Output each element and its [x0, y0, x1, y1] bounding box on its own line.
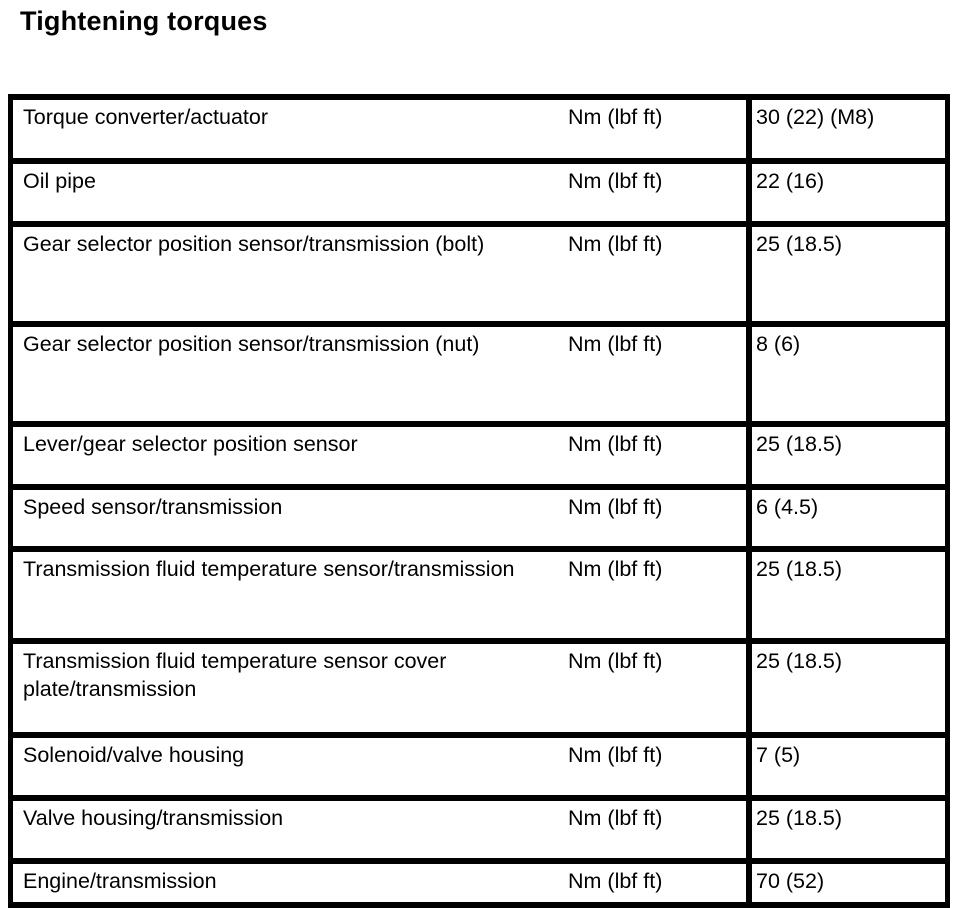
unit-cell: Nm (lbf ft)	[556, 324, 749, 424]
value-cell: 30 (22) (M8)	[749, 97, 948, 161]
table-row	[11, 861, 948, 905]
component-cell: Solenoid/valve housing	[11, 735, 557, 798]
value-cell: 25 (18.5)	[749, 798, 948, 861]
component-cell: Gear selector position sensor/transmission (nut)	[11, 324, 557, 424]
unit-cell: Nm (lbf ft)	[556, 798, 749, 861]
table-row	[11, 161, 948, 224]
table-row	[11, 798, 948, 861]
value-cell: 8 (6)	[749, 324, 948, 424]
unit-cell: Nm (lbf ft)	[556, 224, 749, 324]
component-cell: Speed sensor/transmission	[11, 487, 557, 549]
table-row	[11, 224, 948, 324]
component-cell: Transmission fluid temperature sensor cover plate/transmission	[11, 641, 557, 735]
component-cell: Transmission fluid temperature sensor/transmission	[11, 549, 557, 641]
value-cell: 22 (16)	[749, 161, 948, 224]
value-cell: 25 (18.5)	[749, 549, 948, 641]
unit-cell: Nm (lbf ft)	[556, 424, 749, 487]
table-row	[11, 424, 948, 487]
torque-table	[8, 94, 950, 908]
component-cell: Lever/gear selector position sensor	[11, 424, 557, 487]
unit-cell: Nm (lbf ft)	[556, 161, 749, 224]
component-cell: Gear selector position sensor/transmission (bolt)	[11, 224, 557, 324]
value-cell: 25 (18.5)	[749, 641, 948, 735]
value-cell: 25 (18.5)	[749, 224, 948, 324]
component-cell: Torque converter/actuator	[11, 97, 557, 161]
unit-cell: Nm (lbf ft)	[556, 735, 749, 798]
component-cell: Valve housing/transmission	[11, 798, 557, 861]
value-cell: 7 (5)	[749, 735, 948, 798]
table-row	[11, 97, 948, 161]
table-row	[11, 735, 948, 798]
unit-cell: Nm (lbf ft)	[556, 861, 749, 905]
value-cell: 6 (4.5)	[749, 487, 948, 549]
value-cell: 25 (18.5)	[749, 424, 948, 487]
unit-cell: Nm (lbf ft)	[556, 641, 749, 735]
component-cell: Oil pipe	[11, 161, 557, 224]
value-cell: 70 (52)	[749, 861, 948, 905]
unit-cell: Nm (lbf ft)	[556, 549, 749, 641]
table-row	[11, 324, 948, 424]
table-row	[11, 641, 948, 735]
unit-cell: Nm (lbf ft)	[556, 97, 749, 161]
component-cell: Engine/transmission	[11, 861, 557, 905]
page-title: Tightening torques	[20, 6, 268, 36]
table-row	[11, 487, 948, 549]
table-row	[11, 549, 948, 641]
unit-cell: Nm (lbf ft)	[556, 487, 749, 549]
